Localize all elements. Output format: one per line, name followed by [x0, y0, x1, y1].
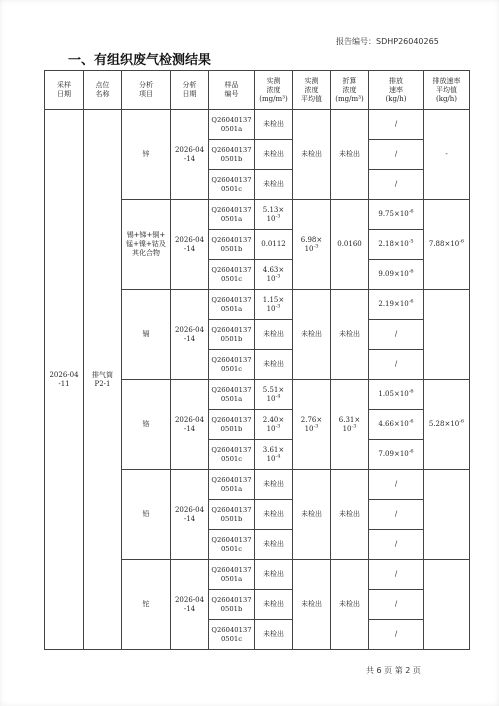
cell-analysis-date: 2026-04 -14: [171, 560, 209, 650]
header-analysis-date: 分析 日期: [171, 71, 209, 110]
cell-emission-rate: /: [369, 560, 424, 590]
value-base: 10: [304, 244, 314, 253]
cell-emission-rate-average: [424, 200, 470, 290]
cell-sample-number: Q26040137 0501b: [209, 590, 255, 620]
value-mantissa: 1.05×10: [378, 390, 409, 398]
cell-measured-average: [293, 380, 331, 470]
value-exponent: -3: [275, 303, 281, 310]
value-mantissa: 2.18×10: [378, 240, 409, 248]
cell-emission-rate: /: [369, 110, 424, 140]
value-exponent: -6: [408, 208, 414, 215]
cell-measured-concentration: 未检出: [255, 560, 293, 590]
header-emission-rate-average: 排放速率 平均值 (kg/h): [424, 71, 470, 110]
cell-emission-rate: [369, 440, 424, 470]
cell-sample-date: 2026-04 -11: [45, 110, 84, 650]
value-exponent: -4: [275, 393, 281, 400]
value-exponent: -5: [408, 238, 414, 245]
value-exponent: -3: [275, 423, 281, 430]
cell-measured-concentration: 未检出: [255, 620, 293, 650]
cell-emission-rate: [369, 260, 424, 290]
header-measured-average: 实测 浓度 平均值: [293, 71, 331, 110]
cell-emission-rate: /: [369, 350, 424, 380]
cell-measured-concentration: 未检出: [255, 500, 293, 530]
value-exponent: -3: [313, 243, 319, 250]
value-exponent: -6: [408, 418, 414, 425]
cell-sample-number: Q26040137 0501c: [209, 620, 255, 650]
cell-emission-rate: /: [369, 620, 424, 650]
header-point-name: 点位 名称: [84, 71, 122, 110]
value-exponent: -6: [408, 268, 414, 275]
page-footer: 共 6 页 第 2 页: [366, 666, 421, 675]
header-sample-date: 采样 日期: [45, 71, 84, 110]
cell-sample-number: Q26040137 0501a: [209, 110, 255, 140]
table-row: [45, 110, 470, 140]
value-mantissa: 1.15×: [262, 295, 285, 304]
cell-analysis-item: 镉: [122, 290, 171, 380]
value-base: 10: [304, 424, 314, 433]
cell-emission-rate: /: [369, 170, 424, 200]
cell-analysis-item: 铬: [122, 380, 171, 470]
cell-emission-rate-average: [424, 290, 470, 380]
cell-sample-number: Q26040137 0501a: [209, 290, 255, 320]
cell-converted-concentration: 未检出: [331, 560, 369, 650]
value-exponent: -4: [275, 453, 281, 460]
cell-measured-concentration: 未检出: [255, 590, 293, 620]
header-analysis-item: 分析 项目: [122, 71, 171, 110]
cell-emission-rate: /: [369, 500, 424, 530]
cell-analysis-item: 铅: [122, 470, 171, 560]
cell-sample-number: Q26040137 0501c: [209, 350, 255, 380]
cell-analysis-item: 铊: [122, 560, 171, 650]
cell-emission-rate-average: [424, 560, 470, 650]
cell-converted-concentration: 未检出: [331, 290, 369, 380]
header-emission-rate: 排放 速率 (kg/h): [369, 71, 424, 110]
cell-point-name: 排气筒 P2-1: [84, 110, 122, 650]
cell-emission-rate: [369, 290, 424, 320]
cell-measured-concentration: [255, 260, 293, 290]
value-mantissa: 7.88×10: [428, 240, 460, 248]
cell-emission-rate-average: [424, 380, 470, 470]
cell-sample-number: Q26040137 0501a: [209, 380, 255, 410]
value-mantissa: 6.31×: [338, 415, 361, 424]
cell-sample-number: Q26040137 0501c: [209, 440, 255, 470]
value-mantissa: 7.09×10: [378, 450, 409, 458]
value-mantissa: 6.98×: [300, 235, 323, 244]
value-base: 10: [266, 424, 276, 433]
value-base: 10: [266, 214, 276, 223]
cell-emission-rate: /: [369, 470, 424, 500]
report-number: 报告编号：SDHP26040265: [336, 37, 439, 46]
cell-emission-rate: /: [369, 530, 424, 560]
value-base: 10: [266, 454, 276, 463]
cell-measured-concentration: 未检出: [255, 110, 293, 140]
cell-analysis-date: 2026-04 -14: [171, 290, 209, 380]
value-mantissa: 2.40×: [262, 415, 285, 424]
cell-measured-average: 未检出: [293, 470, 331, 560]
value-mantissa: 5.13×: [262, 205, 285, 214]
cell-measured-concentration: [255, 200, 293, 230]
cell-emission-rate: /: [369, 320, 424, 350]
value-mantissa: 2.19×10: [378, 300, 409, 308]
value-mantissa: 4.66×10: [378, 420, 409, 428]
cell-emission-rate: /: [369, 590, 424, 620]
value-exponent: -3: [275, 213, 281, 220]
cell-emission-rate: /: [369, 140, 424, 170]
cell-measured-concentration: [255, 290, 293, 320]
cell-measured-average: 未检出: [293, 290, 331, 380]
header-converted-concentration: 折算 浓度 (mg/m³): [331, 71, 369, 110]
section-title: 一、有组织废气检测结果: [68, 53, 212, 68]
cell-measured-concentration: 未检出: [255, 320, 293, 350]
cell-sample-number: Q26040137 0501c: [209, 260, 255, 290]
value-exponent: -6: [408, 448, 414, 455]
cell-measured-concentration: 未检出: [255, 530, 293, 560]
table-header-row: [45, 71, 470, 110]
value-exponent: -6: [459, 238, 465, 245]
cell-emission-rate-average: [424, 470, 470, 560]
cell-measured-average: 未检出: [293, 110, 331, 200]
value-mantissa: 3.61×: [262, 445, 285, 454]
cell-emission-rate: [369, 200, 424, 230]
value-exponent: -6: [459, 418, 465, 425]
cell-analysis-date: 2026-04 -14: [171, 110, 209, 200]
value-exponent: -3: [275, 273, 281, 280]
cell-sample-number: Q26040137 0501a: [209, 560, 255, 590]
value-base: 10: [266, 274, 276, 283]
cell-converted-concentration: 0.0160: [331, 200, 369, 290]
value-base: 10: [342, 424, 352, 433]
value-exponent: -3: [351, 423, 357, 430]
value-mantissa: 9.09×10: [378, 270, 409, 278]
cell-converted-concentration: 未检出: [331, 470, 369, 560]
cell-measured-concentration: [255, 410, 293, 440]
value-exponent: -6: [408, 298, 414, 305]
cell-measured-average: 未检出: [293, 560, 331, 650]
value-mantissa: 5.51×: [262, 385, 285, 394]
value-mantissa: 5.28×10: [428, 420, 460, 428]
cell-emission-rate: [369, 410, 424, 440]
exhaust-gas-results-table: [44, 70, 470, 650]
cell-measured-concentration: 0.0112: [255, 230, 293, 260]
cell-analysis-item: 锌: [122, 110, 171, 200]
cell-emission-rate: [369, 230, 424, 260]
cell-measured-concentration: 未检出: [255, 170, 293, 200]
cell-sample-number: Q26040137 0501b: [209, 500, 255, 530]
header-sample-number: 样品 编号: [209, 71, 255, 110]
cell-sample-number: Q26040137 0501a: [209, 470, 255, 500]
cell-sample-number: Q26040137 0501c: [209, 170, 255, 200]
cell-analysis-item: 锡+锑+铜+ 锰+镍+钴及 其化合物: [122, 200, 171, 290]
cell-sample-number: Q26040137 0501a: [209, 200, 255, 230]
value-mantissa: 9.75×10: [378, 210, 409, 218]
cell-sample-number: Q26040137 0501b: [209, 410, 255, 440]
value-base: 10: [266, 304, 276, 313]
cell-analysis-date: 2026-04 -14: [171, 200, 209, 290]
cell-sample-number: Q26040137 0501b: [209, 140, 255, 170]
value-mantissa: 2.76×: [300, 415, 323, 424]
cell-sample-number: Q26040137 0501b: [209, 320, 255, 350]
cell-converted-concentration: [331, 380, 369, 470]
value-exponent: -6: [408, 388, 414, 395]
cell-analysis-date: 2026-04 -14: [171, 470, 209, 560]
header-measured-concentration: 实测 浓度 (mg/m³): [255, 71, 293, 110]
cell-emission-rate-average: -: [424, 110, 470, 200]
cell-sample-number: Q26040137 0501c: [209, 530, 255, 560]
cell-emission-rate: [369, 380, 424, 410]
value-exponent: -3: [313, 423, 319, 430]
cell-analysis-date: 2026-04 -14: [171, 380, 209, 470]
cell-measured-concentration: 未检出: [255, 140, 293, 170]
cell-measured-concentration: [255, 380, 293, 410]
cell-measured-concentration: 未检出: [255, 470, 293, 500]
cell-sample-number: Q26040137 0501b: [209, 230, 255, 260]
cell-measured-average: [293, 200, 331, 290]
value-base: 10: [266, 394, 276, 403]
cell-converted-concentration: 未检出: [331, 110, 369, 200]
cell-measured-concentration: 未检出: [255, 350, 293, 380]
value-mantissa: 4.63×: [262, 265, 285, 274]
cell-measured-concentration: [255, 440, 293, 470]
